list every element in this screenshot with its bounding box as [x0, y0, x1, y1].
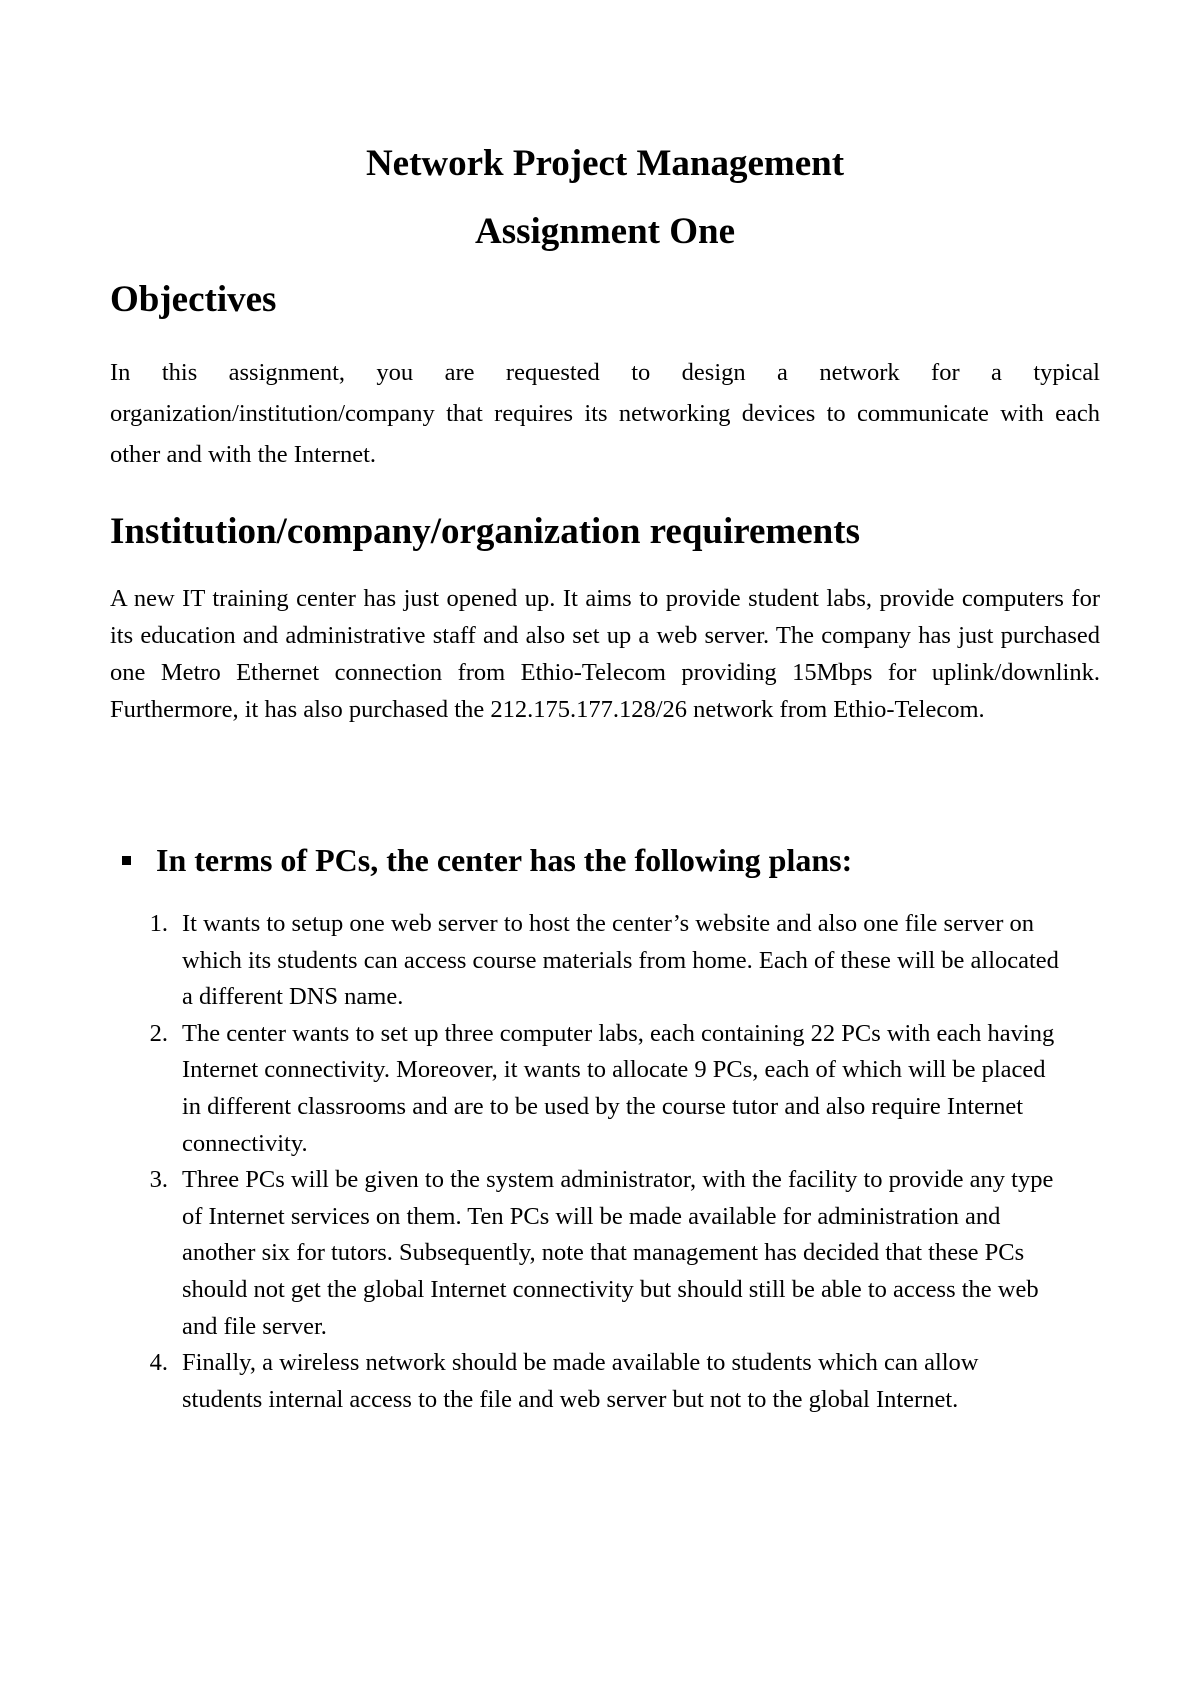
- plans-heading-text: In terms of PCs, the center has the following plans:: [156, 842, 853, 878]
- list-item: [149, 1162, 1062, 1345]
- list-item-text: The center wants to set up three computer labs, each containing 22 PCs with each having Internet connectivity. Moreover, it wants to allocate 9 PCs, each of which will be placed in different classrooms and are to be used by the course tutor and also require Internet connectivity.: [182, 1019, 1055, 1157]
- list-item-number: 1.: [149, 910, 168, 937]
- document-subtitle: Assignment One: [474, 211, 736, 252]
- square-bullet-icon: [122, 856, 131, 865]
- list-item-text: It wants to setup one web server to host the center’s website and also one file server on which its students can access course materials from home. Each of these will be allocated a different DNS name.: [182, 910, 1059, 1011]
- document-title: Network Project Management: [365, 143, 845, 184]
- list-item: [149, 1345, 1062, 1418]
- objectives-heading: Objectives: [110, 279, 277, 320]
- list-item-text: Three PCs will be given to the system administrator, with the facility to provide any type of Internet services on them. Ten PCs will be made available for administration and another six for tutors. Subsequently, note that management has decided that these PCs should not get the global Internet connectivity but should still be able to access the web and file server.: [182, 1166, 1054, 1340]
- list-item: [149, 1016, 1062, 1162]
- list-item: [149, 906, 1062, 1016]
- list-item-text: Finally, a wireless network should be made available to students which can allow students internal access to the file and web server but not to the global Internet.: [182, 1349, 979, 1413]
- plans-heading: [122, 840, 852, 880]
- list-item-number: 2.: [149, 1019, 168, 1047]
- document-page: [110, 0, 1100, 1698]
- plans-list: [149, 906, 1062, 1418]
- requirements-heading: Institution/company/organization requirements: [110, 511, 860, 552]
- requirements-paragraph: A new IT training center has just opened up. It aims to provide student labs, provide computers for its education and administrative staff and also set up a web server. The company has just purchased one Metro Ethernet connection from Ethio-Telecom providing 15Mbps for uplink/downlink. Furthermore, it has also purchased the 212.175.177.128/26 network from Ethio-Telecom.: [110, 585, 1100, 723]
- list-item-number: 3.: [149, 1166, 168, 1194]
- objectives-paragraph: In this assignment, you are requested to design a network for a typical organization/institution/company that requires its networking devices to communicate with each other and with the Internet.: [110, 359, 1100, 468]
- list-item-number: 4.: [149, 1349, 168, 1377]
